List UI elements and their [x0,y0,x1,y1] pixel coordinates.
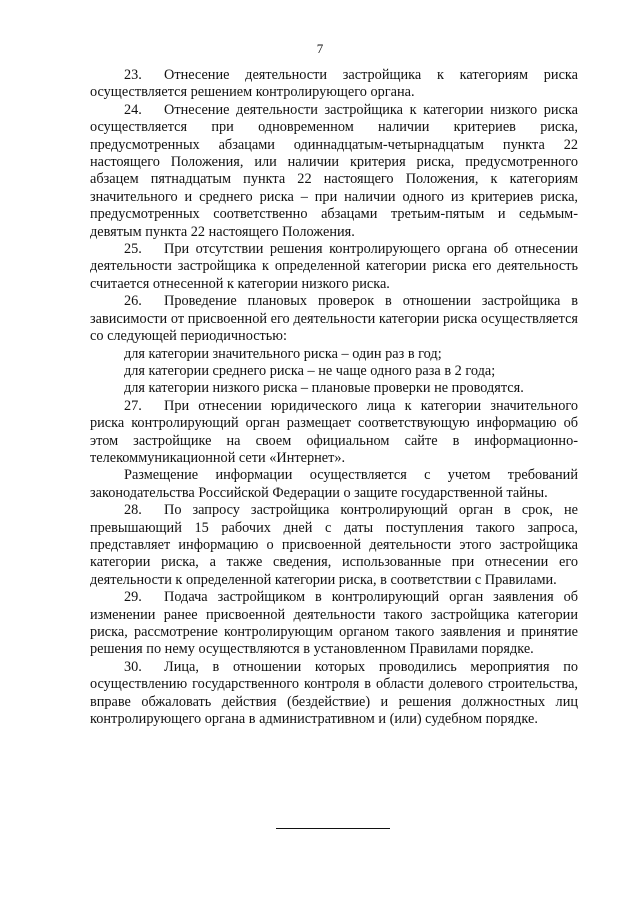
paragraph-number: 28. [124,502,142,519]
paragraph-text: Лица, в отношении которых проводились мероприятия по осуществлению государственного контроля в области долевого строительства, вправе обжаловать действия (бездействие) и решения должностных лиц контролирующего органа в административном и (или) судебном порядке. [90,658,578,728]
paragraph-27 [90,398,578,468]
paragraph-number: 30. [124,658,142,675]
paragraph-info-placement: Размещение информации осуществляется с учетом требований законодательства Российской Федерации о защите государственной тайны. [90,467,578,501]
paragraph-text: При отсутствии решения контролирующего органа об отнесении деятельности застройщика к определенной категории риска его деятельность считается отнесенной к категории низкого риска. [90,241,578,292]
paragraph-30 [90,659,578,729]
paragraph-text: При отнесении юридического лица к категории значительного риска контролирующий орган размещает соответствующую информацию об этом застройщике на своем официальном сайте в информационно-телекоммуникационной сети «Интернет». [90,397,578,466]
paragraph-23 [90,67,578,102]
paragraph-number: 25. [124,241,142,258]
paragraph-number: 27. [124,397,142,414]
list-item-significant-risk: для категории значительного риска – один раз в год; [124,345,442,362]
paragraph-number: 26. [124,293,142,310]
paragraph-number: 24. [124,101,142,118]
paragraph-number: 23. [124,67,142,83]
paragraph-26 [90,293,578,345]
list-item-medium-risk: для категории среднего риска – не чаще одного раза в 2 года; [124,362,496,379]
paragraph-28 [90,502,578,589]
paragraph-24 [90,102,578,241]
page-number: 7 [316,41,324,56]
paragraph-text: Проведение плановых проверок в отношении застройщика в зависимости от присвоенной его деятельности категории риска осуществляется со следующей периодичностью: [90,293,578,345]
paragraph-25 [90,241,578,293]
paragraph-29 [90,589,578,659]
closing-rule [276,828,390,829]
paragraph-number: 29. [124,589,142,606]
paragraph-text: Отнесение деятельности застройщика к категориям риска осуществляется решением контролирующего органа. [90,67,578,101]
paragraph-text: Отнесение деятельности застройщика к категории низкого риска осуществляется при одновременном наличии критериев риска, предусмотренных абзацами одиннадцатым-четырнадцатым пункта 22 настоящего Положения, или наличии критерия риска, предусмотренного абзацем пятнадцатым пункта 22 настоящего Положения, к категориям значительного и среднего риска – при наличии одного из критериев риска, предусмотренных соответственно абзацами третьим-пятым и седьмым-девятым пункта 22 настоящего Положения. [90,101,578,240]
document-body [90,67,578,728]
list-item-low-risk: для категории низкого риска – плановые проверки не проводятся. [124,380,524,397]
paragraph-text: По запросу застройщика контролирующий орган в срок, не превышающий 15 рабочих дней с даты поступления такого запроса, представляет информацию о присвоенной деятельности этого застройщика категории риска, а также сведения, использованные при отнесении его деятельности к определенной категории риска, в соответствии с Правилами. [90,502,578,588]
paragraph-text: Подача застройщиком в контролирующий орган заявления об изменении ранее присвоенной деятельности такого застройщика категории риска, рассмотрение контролирующим органом такого заявления и принятие решения по нему осуществляются в установленном Правилами порядке. [90,589,578,658]
